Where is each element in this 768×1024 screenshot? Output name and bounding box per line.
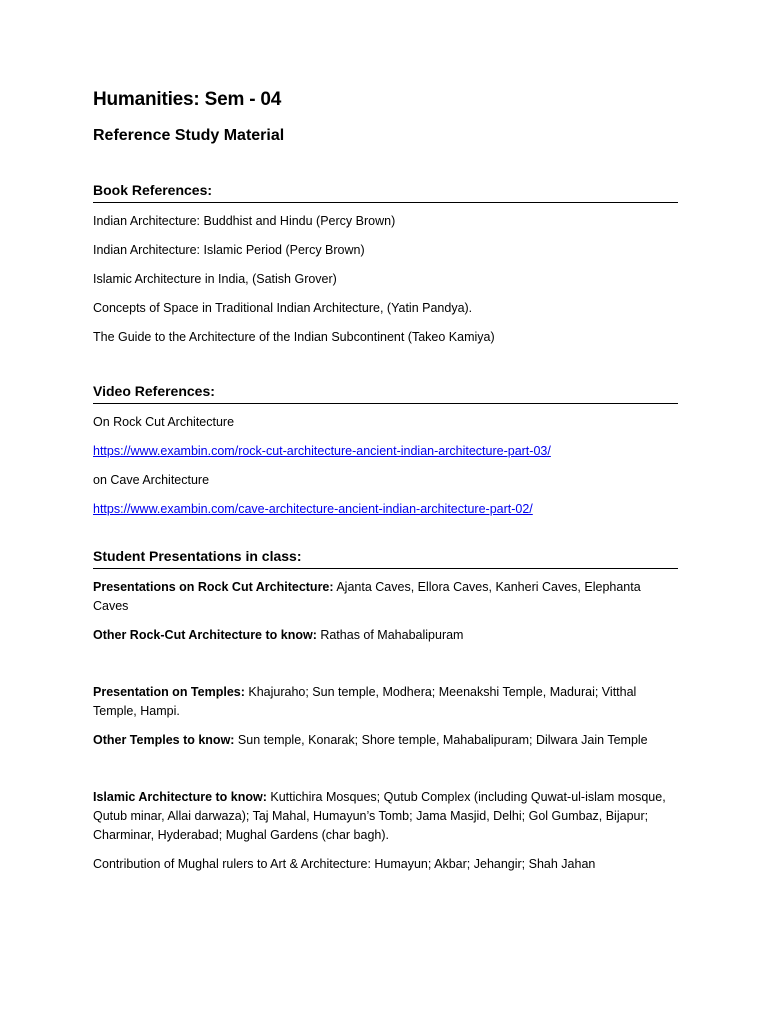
book-reference-item: Concepts of Space in Traditional Indian Architecture, (Yatin Pandya). — [93, 301, 473, 315]
temples-presentations-paragraph — [93, 683, 678, 721]
book-references-section — [93, 180, 678, 347]
book-reference-item: Islamic Architecture in India, (Satish Grover) — [93, 272, 337, 286]
document-title: Humanities: Sem - 04 — [93, 89, 282, 110]
other-rock-cut-text: Rathas of Mahabalipuram — [316, 628, 464, 642]
other-temples-paragraph — [93, 731, 678, 750]
book-references-list — [93, 212, 678, 347]
islamic-architecture-text: Kuttichira Mosques; Qutub Complex (including Quwat-ul-islam mosque, Qutub minar, Allai darwaza); Taj Mahal, Humayun’s Tomb; Jama Masjid, Delhi; Gol Gumbaz, Bijapur; Charminar, Hyderabad; Mughal Gardens (char bagh). — [93, 790, 666, 842]
other-temples-text: Sun temple, Konarak; Shore temple, Mahabalipuram; Dilwara Jain Temple — [234, 733, 648, 747]
document-subtitle: Reference Study Material — [93, 127, 285, 144]
rock-cut-presentations-label: Presentations on Rock Cut Architecture: — [93, 580, 334, 594]
video-link-rock-cut[interactable]: https://www.exambin.com/rock-cut-architecture-ancient-indian-architecture-part-03/ — [93, 444, 551, 458]
book-reference-item: Indian Architecture: Islamic Period (Percy Brown) — [93, 243, 365, 257]
other-rock-cut-paragraph — [93, 626, 678, 645]
video-references-section — [93, 381, 678, 519]
rock-cut-presentations-text: Ajanta Caves, Ellora Caves, Kanheri Caves, Elephanta Caves — [93, 580, 641, 613]
other-rock-cut-label: Other Rock-Cut Architecture to know: — [93, 628, 317, 642]
islamic-architecture-paragraph — [93, 788, 678, 845]
temples-presentations-text: Khajuraho; Sun temple, Modhera; Meenakshi Temple, Madurai; Vitthal Temple, Hampi. — [93, 685, 637, 718]
video-references-heading: Video References: — [93, 381, 678, 404]
temples-presentations-label: Presentation on Temples: — [93, 685, 245, 699]
video-link-row — [93, 442, 678, 461]
video-link-cave[interactable]: https://www.exambin.com/cave-architecture-ancient-indian-architecture-part-02/ — [93, 502, 533, 516]
other-temples-label: Other Temples to know: — [93, 733, 235, 747]
video-link-row — [93, 500, 678, 519]
islamic-architecture-label: Islamic Architecture to know: — [93, 790, 267, 804]
book-references-heading: Book References: — [93, 180, 678, 203]
student-presentations-heading: Student Presentations in class: — [93, 546, 678, 569]
student-presentations-list — [93, 578, 678, 874]
book-reference-item: The Guide to the Architecture of the Indian Subcontinent (Takeo Kamiya) — [93, 330, 495, 344]
mughal-contribution-paragraph: Contribution of Mughal rulers to Art & Architecture: Humayun; Akbar; Jehangir; Shah Jahan — [93, 857, 596, 871]
book-reference-item: Indian Architecture: Buddhist and Hindu (Percy Brown) — [93, 214, 396, 228]
video-caption-cave: on Cave Architecture — [93, 473, 210, 487]
document-page — [93, 86, 678, 874]
video-references-list — [93, 413, 678, 519]
rock-cut-presentations-paragraph — [93, 578, 678, 616]
video-caption-rock-cut: On Rock Cut Architecture — [93, 415, 235, 429]
student-presentations-section — [93, 546, 678, 874]
